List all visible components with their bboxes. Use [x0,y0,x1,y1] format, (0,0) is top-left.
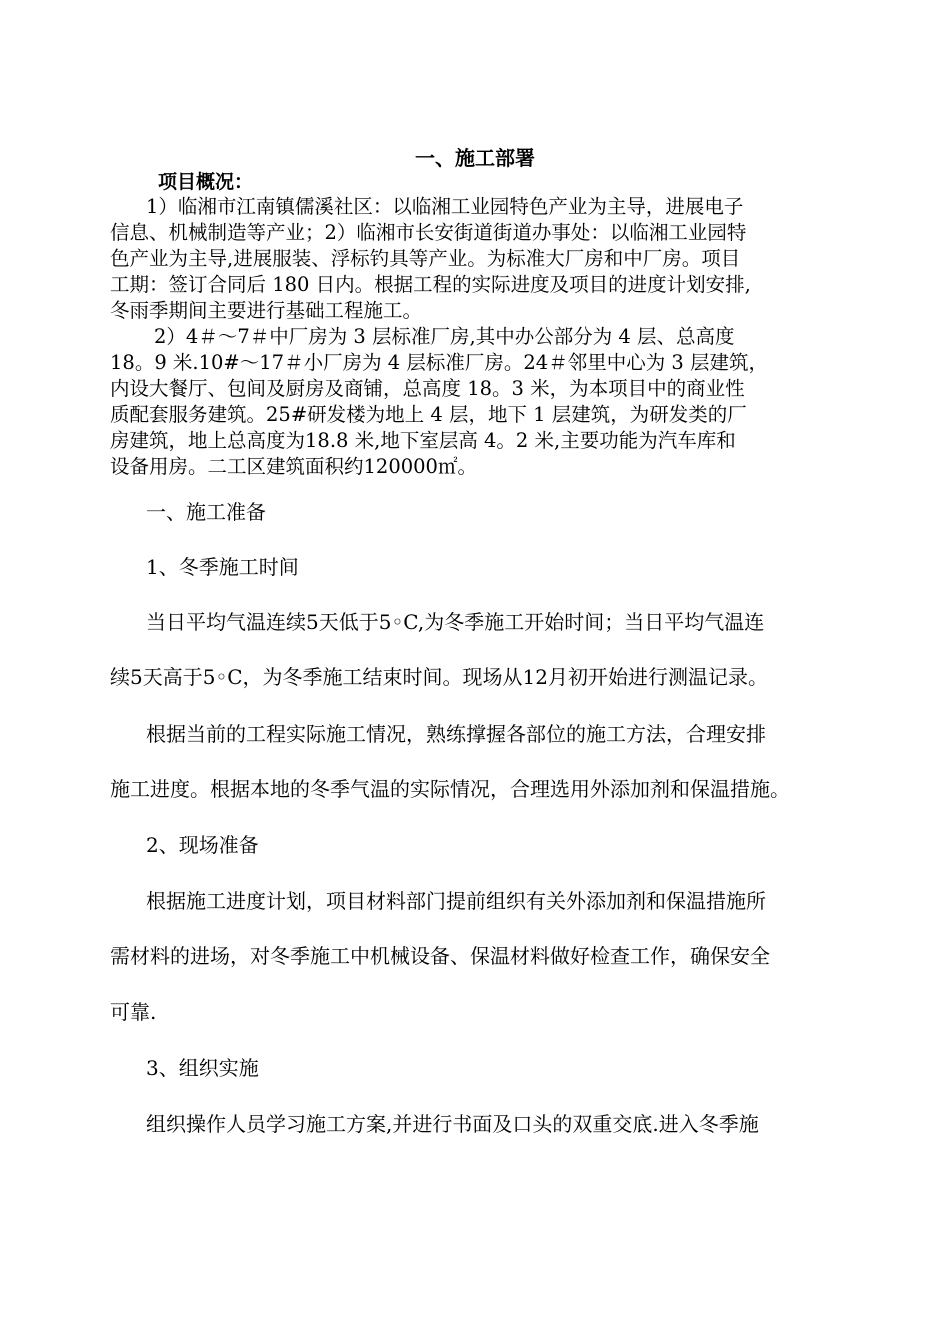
section-heading: 1、冬季施工时间 [146,555,299,579]
overview-line: 房建筑，地上总高度为18.8 米,地下室层高 4。2 米,主要功能为汽车库和 [110,429,736,452]
paragraph-line: 根据施工进度计划，项目材料部门提前组织有关外添加剂和保温措施所 [146,889,766,913]
overview-line: 设备用房。二工区建筑面积约120000㎡。 [110,455,477,478]
paragraph-line: 根据当前的工程实际施工情况，熟练撑握各部位的施工方法，合理安排 [146,722,766,746]
overview-line: 工期：签订合同后 180 日内。根据工程的实际进度及项目的进度计划安排, [110,273,751,296]
overview-line: 信息、机械制造等产业；2）临湘市长安街道街道办事处：以临湘工业园特 [110,221,747,244]
overview-line: 内设大餐厅、包间及厨房及商铺，总高度 18。3 米，为本项目中的商业性 [110,377,745,400]
overview-line: 2）4＃～7＃中厂房为 3 层标准厂房,其中办公部分为 4 层、总高度 [154,325,735,348]
overview-line: 18。9 米.10#～17＃小厂房为 4 层标准厂房。24＃邻里中心为 3 层建筑， [110,351,769,374]
paragraph-line: 需材料的进场，对冬季施工中机械设备、保温材料做好检查工作，确保安全 [110,944,770,968]
paragraph-line: 当日平均气温连续5天低于5◦C,为冬季施工开始时间；当日平均气温连 [146,610,765,634]
overview-line: 1）临湘市江南镇儒溪社区：以临湘工业园特色产业为主导，进展电子 [146,195,744,218]
section-heading: 2、现场准备 [146,833,259,857]
page-title: 一、施工部署 [415,146,535,170]
paragraph-line: 施工进度。根据本地的冬季气温的实际情况，合理选用外添加剂和保温措施。 [110,777,790,801]
overview-line: 质配套服务建筑。25#研发楼为地上 4 层，地下 1 层建筑，为研发类的厂 [110,403,747,426]
section-heading: 3、组织实施 [146,1056,259,1080]
section-heading: 一、施工准备 [146,500,266,524]
overview-line: 色产业为主导,进展服装、浮标钓具等产业。为标准大厂房和中厂房。项目 [110,247,741,270]
overview-line: 冬雨季期间主要进行基础工程施工。 [110,299,423,322]
paragraph-line: 组织操作人员学习施工方案,并进行书面及口头的双重交底.进入冬季施 [146,1112,759,1136]
paragraph-line: 可靠. [110,1000,157,1024]
paragraph-line: 续5天高于5◦C，为冬季施工结束时间。现场从12月初开始进行测温记录。 [110,665,768,689]
overview-heading: 项目概况： [158,171,254,193]
